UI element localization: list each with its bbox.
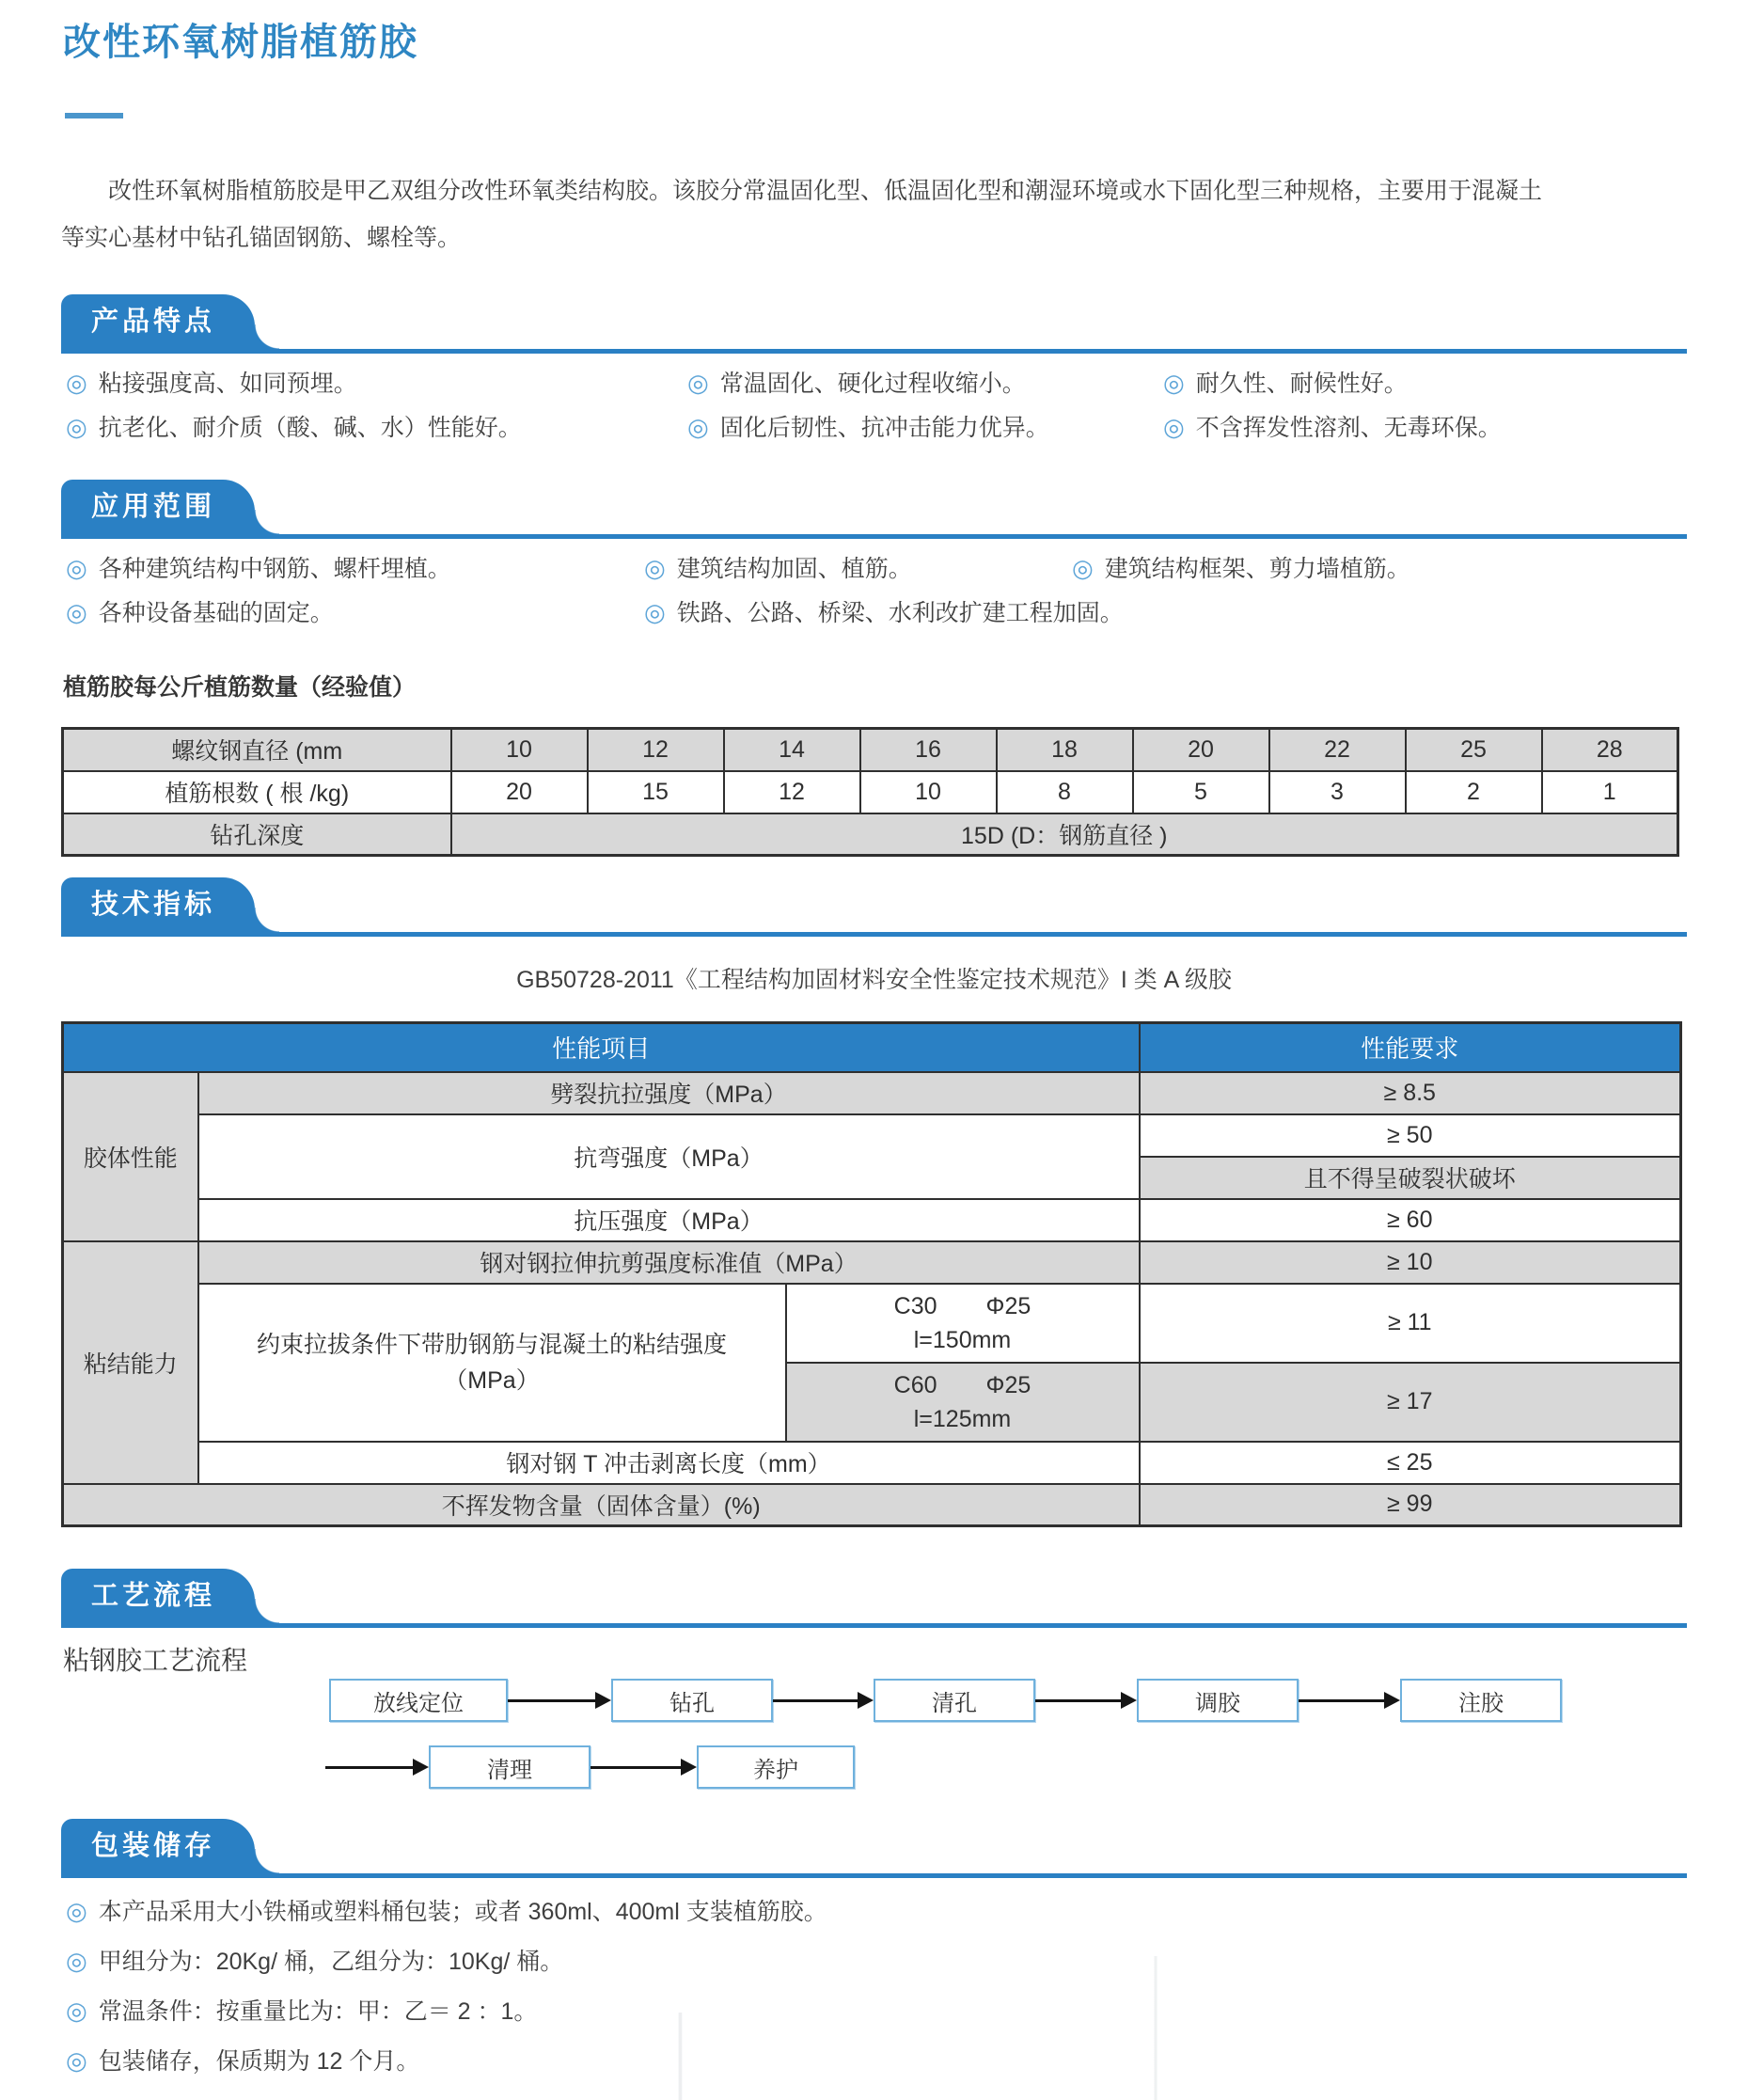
table-cell: 25 bbox=[1406, 729, 1542, 771]
table-cell: 且不得呈破裂状破坏 bbox=[1140, 1157, 1681, 1199]
double-circle-bullet-icon: ◎ bbox=[1072, 554, 1094, 582]
applications-badge: 应用范围 bbox=[61, 480, 255, 534]
flow-step-box: 养护 bbox=[697, 1745, 855, 1789]
table-cell: ≥ 99 bbox=[1140, 1484, 1681, 1526]
application-text: 各种设备基础的固定。 bbox=[98, 600, 334, 626]
section-header-process bbox=[61, 1573, 1687, 1628]
flow-arrow-icon bbox=[1299, 1692, 1400, 1710]
double-circle-bullet-icon: ◎ bbox=[1163, 413, 1185, 441]
table-cell: 钢对钢拉伸抗剪强度标准值（MPa） bbox=[198, 1241, 1140, 1284]
depth-label-cell: 钻孔深度 bbox=[63, 813, 451, 856]
feature-item bbox=[687, 369, 1163, 398]
table-cell: 10 bbox=[451, 729, 588, 771]
flow-arrow-icon bbox=[325, 1759, 429, 1776]
packaging-item bbox=[66, 2046, 1687, 2076]
table-cell: 钢对钢 T 冲击剥离长度（mm） bbox=[198, 1442, 1140, 1484]
packaging-list bbox=[66, 1897, 1687, 2076]
process-subtitle: 粘钢胶工艺流程 bbox=[63, 1646, 248, 1675]
c30-bar: Φ25 bbox=[985, 1292, 1031, 1319]
table-cell: 28 bbox=[1542, 729, 1678, 771]
feature-item bbox=[66, 369, 687, 398]
application-item bbox=[66, 598, 644, 627]
feature-item bbox=[1163, 413, 1687, 442]
process-badge: 工艺流程 bbox=[61, 1569, 255, 1623]
applications-list bbox=[66, 554, 1687, 627]
tech-standard-caption: GB50728-2011《工程结构加固材料安全性鉴定技术规范》I 类 A 级胶 bbox=[516, 967, 1232, 993]
flow-step-box: 注胶 bbox=[1400, 1679, 1562, 1722]
double-circle-bullet-icon: ◎ bbox=[66, 598, 87, 626]
c30-grade: C30 bbox=[893, 1292, 937, 1319]
flow-step-box: 调胶 bbox=[1137, 1679, 1299, 1722]
flow-step-box: 放线定位 bbox=[329, 1679, 508, 1722]
bond-group-cell: 粘结能力 bbox=[63, 1241, 198, 1484]
table-cell: 12 bbox=[724, 771, 860, 813]
datasheet-page bbox=[0, 21, 1748, 2076]
process-flowchart bbox=[61, 1677, 1687, 1797]
packaging-badge: 包装储存 bbox=[61, 1819, 255, 1873]
double-circle-bullet-icon: ◎ bbox=[1163, 369, 1185, 397]
table-cell: 14 bbox=[724, 729, 860, 771]
section-header-applications bbox=[61, 484, 1687, 539]
features-row bbox=[66, 413, 1687, 442]
table-cell: ≥ 8.5 bbox=[1140, 1072, 1681, 1114]
table-row bbox=[63, 1072, 1681, 1114]
tech-badge: 技术指标 bbox=[61, 877, 255, 932]
table-row bbox=[63, 813, 1678, 856]
table-row bbox=[63, 729, 1678, 771]
depth-value-cell: 15D (D：钢筋直径 ) bbox=[451, 813, 1678, 856]
table-cell: ≤ 25 bbox=[1140, 1442, 1681, 1484]
feature-text: 常温固化、硬化过程收缩小。 bbox=[719, 371, 1026, 397]
table-cell: 22 bbox=[1269, 729, 1406, 771]
c60-length: l=125mm bbox=[913, 1405, 1012, 1432]
intro-paragraph bbox=[61, 167, 1687, 261]
title-underline bbox=[65, 113, 123, 118]
table-cell: 3 bbox=[1269, 771, 1406, 813]
applications-row bbox=[66, 598, 1687, 627]
packaging-text: 甲组分为：20Kg/ 桶，乙组分为：10Kg/ 桶。 bbox=[98, 1949, 564, 1975]
feature-text: 抗老化、耐介质（酸、碱、水）性能好。 bbox=[98, 415, 522, 441]
application-item bbox=[644, 554, 1072, 583]
table-cell: 12 bbox=[588, 729, 724, 771]
flow-arrow-icon bbox=[1035, 1692, 1137, 1710]
table-row bbox=[63, 771, 1678, 813]
double-circle-bullet-icon: ◎ bbox=[687, 369, 709, 397]
flow-arrow-icon bbox=[591, 1759, 697, 1776]
packaging-item bbox=[66, 1897, 1687, 1926]
c60-grade: C60 bbox=[893, 1371, 937, 1398]
section-header-tech bbox=[61, 882, 1687, 937]
application-text: 建筑结构框架、剪力墙植筋。 bbox=[1104, 556, 1410, 582]
table-header-row bbox=[63, 1023, 1681, 1072]
bond-strength-name-line2: （MPa） bbox=[444, 1366, 540, 1394]
feature-text: 耐久性、耐候性好。 bbox=[1195, 371, 1408, 397]
table-cell: 抗压强度（MPa） bbox=[198, 1199, 1140, 1241]
section-header-features bbox=[61, 299, 1687, 354]
table-row bbox=[63, 1241, 1681, 1284]
packaging-text: 常温条件：按重量比为：甲：乙＝ 2 ：1。 bbox=[98, 1998, 538, 2025]
packaging-item bbox=[66, 1947, 1687, 1976]
flow-step-box: 清孔 bbox=[874, 1679, 1035, 1722]
table-row bbox=[63, 1442, 1681, 1484]
section-header-packaging bbox=[61, 1824, 1687, 1878]
table-cell: ≥ 10 bbox=[1140, 1241, 1681, 1284]
page-title: 改性环氧树脂植筋胶 bbox=[63, 22, 418, 63]
table-cell: 抗弯强度（MPa） bbox=[198, 1114, 1140, 1199]
feature-text: 固化后韧性、抗冲击能力优异。 bbox=[719, 415, 1049, 441]
double-circle-bullet-icon: ◎ bbox=[66, 1997, 87, 2025]
table-cell: 20 bbox=[451, 771, 588, 813]
feature-item bbox=[66, 413, 687, 442]
double-circle-bullet-icon: ◎ bbox=[644, 598, 666, 626]
flow-step-box: 钻孔 bbox=[611, 1679, 773, 1722]
feature-item bbox=[687, 413, 1163, 442]
application-text: 各种建筑结构中钢筋、螺杆埋植。 bbox=[98, 556, 451, 582]
feature-text: 不含挥发性溶剂、无毒环保。 bbox=[1195, 415, 1502, 441]
rebar-quantity-table bbox=[61, 727, 1679, 857]
application-text: 建筑结构加固、植筋。 bbox=[676, 556, 912, 582]
packaging-text: 本产品采用大小铁桶或塑料桶包装；或者 360ml、400ml 支装植筋胶。 bbox=[98, 1899, 827, 1925]
table-cell: 劈裂抗拉强度（MPa） bbox=[198, 1072, 1140, 1114]
count-label-cell: 植筋根数 ( 根 /kg) bbox=[63, 771, 451, 813]
double-circle-bullet-icon: ◎ bbox=[66, 1897, 87, 1925]
feature-text: 粘接强度高、如同预埋。 bbox=[98, 371, 357, 397]
table-cell: 8 bbox=[997, 771, 1133, 813]
table-cell: 2 bbox=[1406, 771, 1542, 813]
flow-arrow-icon bbox=[773, 1692, 874, 1710]
property-column-header: 性能项目 bbox=[63, 1023, 1140, 1072]
tech-spec-table bbox=[61, 1021, 1682, 1527]
table-cell: 10 bbox=[860, 771, 997, 813]
intro-line-1: 改性环氧树脂植筋胶是甲乙双组分改性环氧类结构胶。该胶分常温固化型、低温固化型和潮湿环境或水下固化型三种规格，主要用于混凝土 bbox=[108, 178, 1543, 204]
features-badge: 产品特点 bbox=[61, 294, 255, 349]
table-cell: 15 bbox=[588, 771, 724, 813]
table-row bbox=[63, 1199, 1681, 1241]
table-cell: ≥ 60 bbox=[1140, 1199, 1681, 1241]
double-circle-bullet-icon: ◎ bbox=[66, 1947, 87, 1975]
flow-arrow-icon bbox=[508, 1692, 611, 1710]
table-cell: 20 bbox=[1133, 729, 1269, 771]
double-circle-bullet-icon: ◎ bbox=[687, 413, 709, 441]
application-item bbox=[66, 554, 644, 583]
table-row bbox=[63, 1484, 1681, 1526]
table-row bbox=[63, 1114, 1681, 1157]
application-item bbox=[644, 598, 1687, 627]
feature-item bbox=[1163, 369, 1687, 398]
table-cell: 16 bbox=[860, 729, 997, 771]
requirement-column-header: 性能要求 bbox=[1140, 1023, 1681, 1072]
c60-bar: Φ25 bbox=[985, 1371, 1031, 1398]
c30-length: l=150mm bbox=[913, 1326, 1012, 1353]
flow-step-box: 清理 bbox=[429, 1745, 591, 1789]
table-cell: ≥ 17 bbox=[1140, 1363, 1681, 1442]
table-cell: 1 bbox=[1542, 771, 1678, 813]
features-list bbox=[66, 369, 1687, 442]
double-circle-bullet-icon: ◎ bbox=[66, 369, 87, 397]
application-text: 铁路、公路、桥梁、水利改扩建工程加固。 bbox=[676, 600, 1124, 626]
rebar-table-title: 植筋胶每公斤植筋数量（经验值） bbox=[63, 674, 417, 701]
intro-line-2: 等实心基材中钻孔锚固钢筋、螺栓等。 bbox=[61, 225, 462, 251]
applications-row bbox=[66, 554, 1687, 583]
table-cell: ≥ 11 bbox=[1140, 1284, 1681, 1363]
double-circle-bullet-icon: ◎ bbox=[66, 413, 87, 441]
double-circle-bullet-icon: ◎ bbox=[66, 2046, 87, 2075]
table-row bbox=[63, 1284, 1681, 1363]
table-cell: 18 bbox=[997, 729, 1133, 771]
table-cell: 5 bbox=[1133, 771, 1269, 813]
double-circle-bullet-icon: ◎ bbox=[644, 554, 666, 582]
c60-condition-cell bbox=[786, 1363, 1140, 1442]
packaging-item bbox=[66, 1997, 1687, 2026]
features-row bbox=[66, 369, 1687, 398]
diameter-label-cell: 螺纹钢直径 (mm bbox=[63, 729, 451, 771]
bond-strength-name-line1: 约束拉拔条件下带肋钢筋与混凝土的粘结强度 bbox=[256, 1331, 727, 1358]
glue-group-cell: 胶体性能 bbox=[63, 1072, 198, 1241]
application-item bbox=[1072, 554, 1687, 583]
c30-condition-cell bbox=[786, 1284, 1140, 1363]
table-cell: ≥ 50 bbox=[1140, 1114, 1681, 1157]
table-cell: 不挥发物含量（固体含量）(%) bbox=[63, 1484, 1140, 1526]
bond-strength-name-cell bbox=[198, 1284, 786, 1442]
double-circle-bullet-icon: ◎ bbox=[66, 554, 87, 582]
packaging-text: 包装储存，保质期为 12 个月。 bbox=[98, 2048, 420, 2075]
